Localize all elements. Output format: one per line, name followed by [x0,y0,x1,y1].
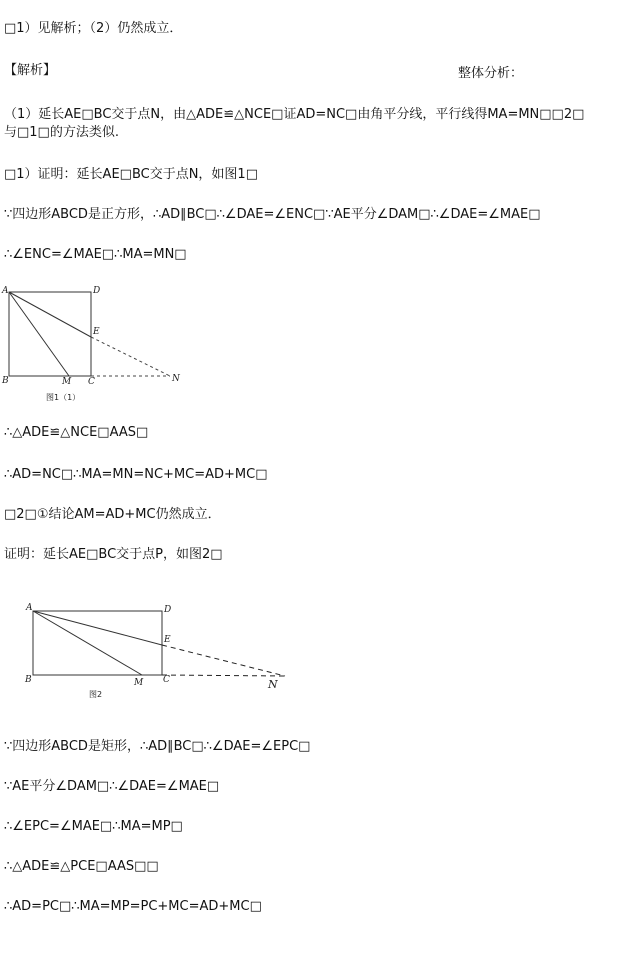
part2-step-e: ∴AD=PC□∴MA=MP=PC+MC=AD+MC□ [4,899,262,914]
figure-1-caption: 图1（1） [46,393,81,402]
segment-en-dashed [162,645,285,676]
overall-analysis-label: 整体分析： [458,66,524,81]
analysis-line-1: （1）延长AE□BC交于点N，由△ADE≌△NCE□证AD=NC□由角平分线，平行线得MA=MN□□2□ [4,107,585,122]
part2-proof-intro: 证明：延长AE□BC交于点P，如图2□ [4,547,223,562]
label-d: D [164,605,172,615]
segment-am [33,611,142,675]
part2-intro: □2□①结论AM=AD+MC仍然成立． [4,507,221,522]
label-e: E [93,327,100,337]
part1-step-d: ∴AD=NC□∴MA=MN=NC+MC=AD+MC□ [4,467,268,482]
label-e: E [164,635,171,645]
part2-step-a: ∵四边形ABCD是矩形，∴AD∥BC□∴∠DAE=∠EPC□ [4,739,311,754]
label-c: C [163,675,170,685]
part2-step-d: ∴△ADE≌△PCE□AAS□□ [4,859,159,874]
part1-step-a: ∵四边形ABCD是正方形，∴AD∥BC□∴∠DAE=∠ENC□∵AE平分∠DAM□∴∠DAE=∠MAE□ [4,207,541,222]
label-n: N [172,374,180,384]
label-a: A [26,603,33,613]
figure-2-caption: 图2 [89,690,103,699]
label-m: M [134,678,144,688]
label-b: B [2,376,9,386]
part1-intro: □1）证明：延长AE□BC交于点N，如图1□ [4,167,258,182]
part2-step-b: ∵AE平分∠DAM□∴∠DAE=∠MAE□ [4,779,220,794]
label-a: A [2,286,9,296]
label-m: M [62,377,72,387]
label-d: D [93,286,101,296]
section-title: 【解析】 [4,63,57,78]
part1-step-c: ∴△ADE≌△NCE□AAS□ [4,425,149,440]
segment-ae [33,611,162,645]
label-c: C [88,377,95,387]
label-b: B [25,675,32,685]
segment-cn-dashed [162,675,285,676]
rectangle-abcd [33,611,162,675]
answer-line: □1）见解析；（2）仍然成立． [4,21,183,36]
part2-step-c: ∴∠EPC=∠MAE□∴MA=MP□ [4,819,183,834]
analysis-line-2: 与□1□的方法类似. [4,125,119,140]
label-n: N [268,678,278,691]
part1-step-b: ∴∠ENC=∠MAE□∴MA=MN□ [4,247,187,262]
